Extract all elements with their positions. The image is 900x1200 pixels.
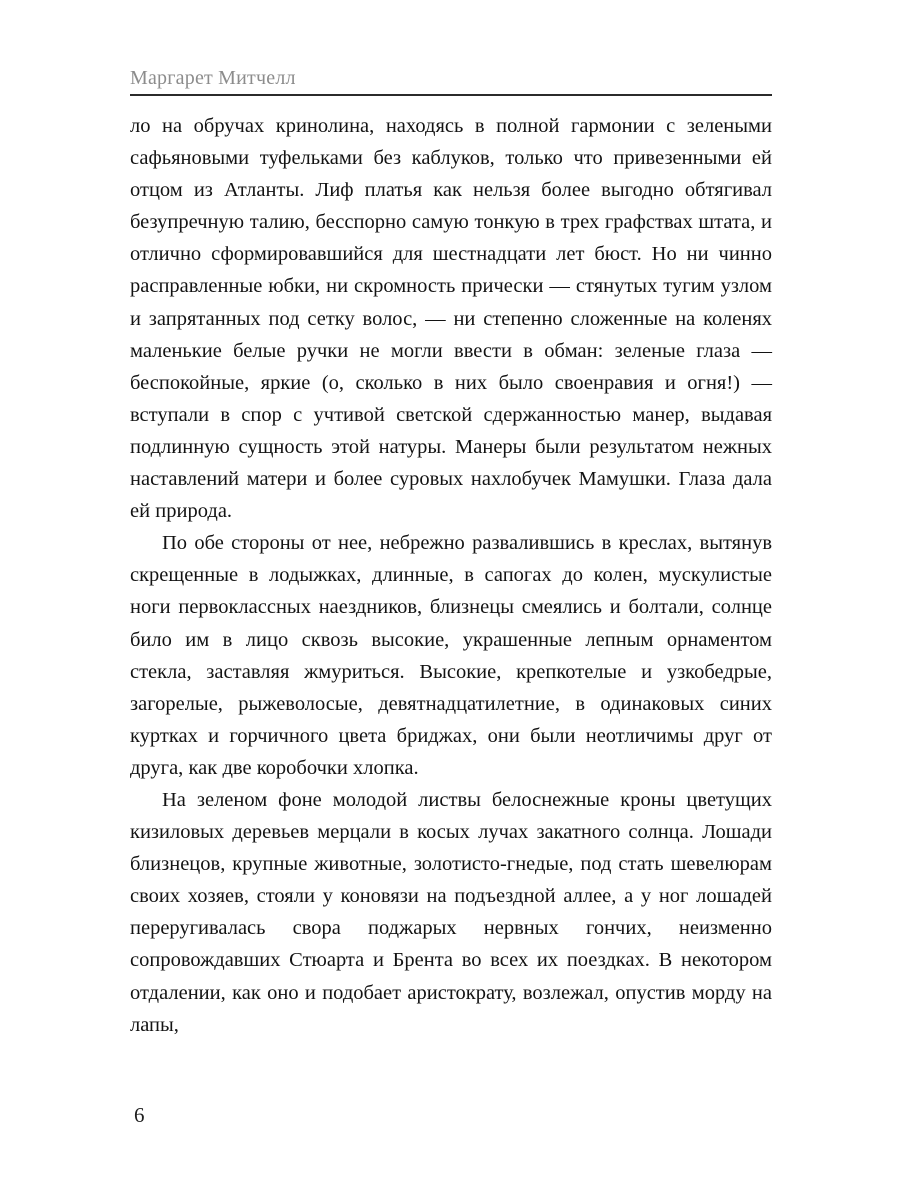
paragraph: ло на обручах кринолина, находясь в полной гармонии с зелеными сафьяновыми туфельками без каблуков, только что привезенными ей отцом из Атланты. Лиф платья как нельзя более выгодно обтягивал безупречную талию, бесспорно самую тонкую в трех графствах штата, и отлично сформировавшийся для шестнадцати лет бюст. Но ни чинно расправленные юбки, ни скромность прически — стянутых тугим узлом и запрятанных под сетку волос, — ни степенно сложенные на коленях маленькие белые ручки не могли ввести в обман: зеленые глаза — беспокойные, яркие (о, сколько в них было своенравия и огня!) — вступали в спор с учтивой светской сдержанностью манер, выдавая подлинную сущность этой натуры. Манеры были результатом нежных наставлений матери и более суровых нахлобучек Мамушки. Глаза дала ей природа. <box>130 115 772 523</box>
paragraph: На зеленом фоне молодой листвы белоснежные кроны цветущих кизиловых деревьев мерцали в косых лучах закатного солнца. Лошади близнецов, крупные животные, золотисто-гнедые, под стать шевелюрам своих хозяев, стояли у коновязи на подъездной аллее, а у ног лошадей переругивалась свора поджарых нервных гончих, неизменно сопровождавших Стюарта и Брента во всех их поездках. В некотором отдалении, как оно и подобает аристократу, возлежал, опустив морду на лапы, <box>130 788 772 1036</box>
running-head-author: Маргарет Митчелл <box>130 67 296 89</box>
paragraph: По обе стороны от нее, небрежно развалившись в креслах, вытянув скрещенные в лодыжках, длинные, в сапогах до колен, мускулистые ноги первоклассных наездников, близнецы смеялись и болтали, солнце било им в лицо сквозь высокие, украшенные лепным орнаментом стекла, заставляя жмуриться. Высокие, крепкотелые и узкобедрые, загорелые, рыжеволосые, девятнадцатилетние, в одинаковых синих куртках и горчичного цвета бриджах, они были неотличимы друг от друга, как две коробочки хлопка. <box>130 532 772 779</box>
page-number: 6 <box>134 1103 145 1127</box>
header-divider-rule <box>130 94 772 96</box>
running-head <box>130 66 772 90</box>
body-text-block <box>130 110 772 1041</box>
